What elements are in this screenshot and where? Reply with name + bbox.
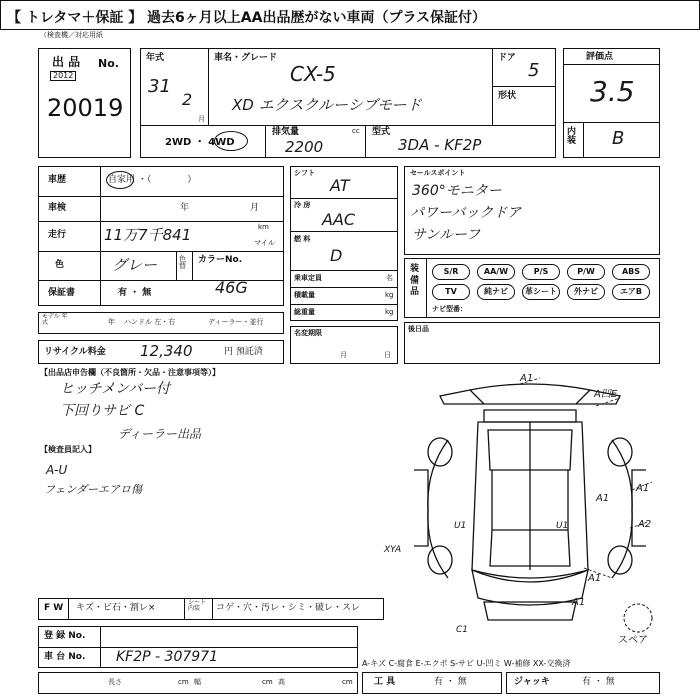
capacity-label: 乗車定員: [294, 274, 322, 282]
recycle-value: 12,340: [140, 342, 193, 360]
load-unit: kg: [385, 291, 394, 299]
mileage-value: 11万7千841: [104, 226, 192, 244]
form-subtitle: （検査機／対応用紙: [40, 31, 103, 39]
interior-label: 内 装: [567, 127, 577, 146]
repair-label: 後日品: [408, 325, 429, 333]
chassis-value: KF2P - 307971: [116, 649, 218, 665]
spare-tire-icon: [624, 604, 652, 632]
expiry-month: 月: [340, 351, 347, 359]
fuel-value: D: [330, 246, 343, 265]
color-label: 色: [55, 260, 65, 270]
inspector-label: 【検査員記入】: [40, 445, 96, 454]
name-label: 車名・グレード: [214, 53, 278, 63]
diagram-mark-2: A凹E: [594, 389, 618, 400]
ac-label: 冷 房: [294, 201, 311, 209]
sales-line-2: パワーバックドア: [410, 205, 521, 221]
color-code-value: 46G: [215, 278, 248, 297]
model-value: 3DA - KF2P: [398, 136, 482, 154]
fuel-label: 燃 料: [294, 235, 311, 243]
store-note-2: 下回りサビ C: [60, 403, 145, 419]
spare-label: スペア: [618, 635, 648, 646]
tools-label: 工 具: [374, 677, 396, 687]
diagram-mark-6: U1: [454, 521, 467, 531]
equipment-item: S/R: [432, 264, 470, 280]
model-year-unit: 年: [108, 318, 115, 326]
car-diagram: [400, 370, 660, 638]
capacity-unit: 名: [386, 274, 393, 282]
form-header: [0, 0, 700, 30]
mileage-label: 走行: [48, 230, 67, 240]
equipment-item: エアB: [612, 284, 650, 300]
inspector-note-2: フェンダーエアロ傷: [44, 483, 143, 496]
fw-items: キズ・ビ石・割レ×: [76, 603, 156, 613]
inspection-year: 年: [180, 203, 190, 213]
lot-number: 20019: [47, 94, 124, 122]
dealer-value: ディーラー・並行: [208, 318, 264, 326]
diagram-mark-5: A1: [596, 493, 610, 504]
form-title: 【 トレタマ＋保証 】 過去6ヶ月以上AA出品歴がない車両（プラス保証付）: [7, 10, 487, 26]
seat-label: シート 内装: [188, 599, 207, 612]
shape-label: 形状: [498, 91, 517, 101]
equipment-item: TV: [432, 284, 470, 300]
sales-label: セールスポイント: [410, 169, 466, 177]
shift-label: シフト: [294, 169, 315, 177]
grade-score: 3.5: [590, 75, 635, 108]
equipment-item: 外ナビ: [567, 284, 605, 300]
equipment-item: 革シート: [522, 284, 560, 300]
diagram-mark-3: A1: [636, 483, 650, 494]
load-label: 積載量: [294, 291, 315, 299]
history-label: 車歴: [48, 175, 67, 185]
equipment-item: P/S: [522, 264, 560, 280]
recycle-label: リサイクル料金: [44, 347, 106, 357]
tools-value: 有 ・ 無: [434, 677, 467, 687]
inspection-label: 車検: [48, 203, 67, 213]
door-value: 5: [528, 60, 540, 81]
year-label: 年式: [146, 53, 165, 63]
jack-label: ジャッキ: [514, 677, 550, 687]
handle-value: ハンドル 左・右: [124, 318, 176, 326]
diagram-mark-9: A1: [588, 573, 602, 584]
year-value: 31: [148, 76, 171, 97]
store-notes-label: 【出品店申告欄（不良箇所・欠品・注意事項等）】: [40, 368, 220, 377]
equipment-item: AA/W: [477, 264, 515, 280]
inspector-note-1: A-U: [46, 463, 68, 477]
ac-value: AAC: [322, 210, 356, 229]
shift-value: AT: [330, 176, 350, 195]
mile-label: マイル: [254, 239, 275, 247]
lot-no-label: No.: [98, 57, 119, 70]
model-year-label: モデル 年 式: [42, 313, 68, 326]
dims-unit-1: cm: [178, 678, 189, 686]
equipment-item: 純ナビ: [477, 284, 515, 300]
fw-label: F W: [44, 603, 64, 613]
lot-label: 出 品: [52, 55, 81, 69]
dims-length-label: 長さ: [108, 678, 122, 686]
diagram-mark-10: A1: [572, 597, 586, 608]
color-replaced-label: 色 替: [179, 255, 186, 270]
lot-year-tag: 2012: [50, 71, 76, 81]
seat-items: コゲ・穴・汚レ・シミ・破レ・スレ: [216, 603, 361, 613]
jack-value: 有 ・ 無: [582, 677, 615, 687]
expiry-day: 日: [384, 351, 391, 359]
diagram-mark-8: XYA: [384, 545, 402, 555]
warranty-label: 保証書: [48, 288, 76, 298]
car-grade: XD エクスクルーシブモード: [232, 96, 422, 114]
weight-unit: kg: [385, 308, 394, 316]
damage-legend: A-キズ C-腐食 E-エクボ S-サビ U-凹ミ W-補修 XX-交換済: [362, 659, 571, 668]
cc-label: cc: [352, 127, 360, 135]
drive-circle: [214, 131, 248, 151]
interior-value: B: [612, 128, 625, 149]
car-name: CX-5: [290, 62, 336, 86]
drive-type: 2WD ・ 4WD: [165, 137, 235, 148]
chassis-label: 車 台 No.: [44, 652, 86, 662]
km-label: km: [258, 223, 269, 231]
diagram-mark-11: C1: [456, 625, 469, 635]
navi-model-label: ナビ型番：: [432, 305, 467, 313]
dims-height-label: 高: [278, 678, 285, 686]
warranty-value: 有 ・ 無: [118, 288, 152, 298]
expiry-label: 名変期限: [294, 329, 322, 337]
sales-line-3: サンルーフ: [412, 227, 481, 243]
equipment-label: 装 備 品: [410, 264, 420, 298]
diagram-mark-1: A1: [520, 373, 534, 384]
month-label: 月: [198, 115, 205, 123]
history-value: 自家用 ・（ ）: [108, 175, 197, 185]
weight-label: 総重量: [294, 308, 315, 316]
color-code-label: カラーNo.: [198, 255, 243, 265]
inspection-month: 月: [250, 203, 260, 213]
repair-box: [404, 322, 660, 364]
registration-label: 登 録 No.: [44, 631, 86, 641]
displacement-value: 2200: [285, 138, 324, 156]
store-note-3: ディーラー出品: [118, 427, 202, 441]
equipment-item: P/W: [567, 264, 605, 280]
dims-width-label: 幅: [194, 678, 201, 686]
equipment-item: ABS: [612, 264, 650, 280]
color-value: グレー: [112, 256, 158, 274]
model-label: 型式: [372, 127, 391, 137]
diagram-mark-7: U1: [556, 521, 569, 531]
grade-label: 評価点: [586, 52, 614, 62]
month-value: 2: [182, 90, 193, 109]
diagram-mark-4: A2: [638, 519, 652, 530]
displacement-label: 排気量: [272, 127, 300, 137]
store-note-1: ヒッチメンバー付: [60, 381, 171, 397]
dims-unit-3: cm: [342, 678, 353, 686]
recycle-unit: 円 預託済: [224, 347, 263, 357]
sales-line-1: 360°モニター: [412, 183, 502, 199]
door-label: ドア: [498, 53, 516, 63]
private-circle: [106, 171, 134, 189]
dims-unit-2: cm: [262, 678, 273, 686]
